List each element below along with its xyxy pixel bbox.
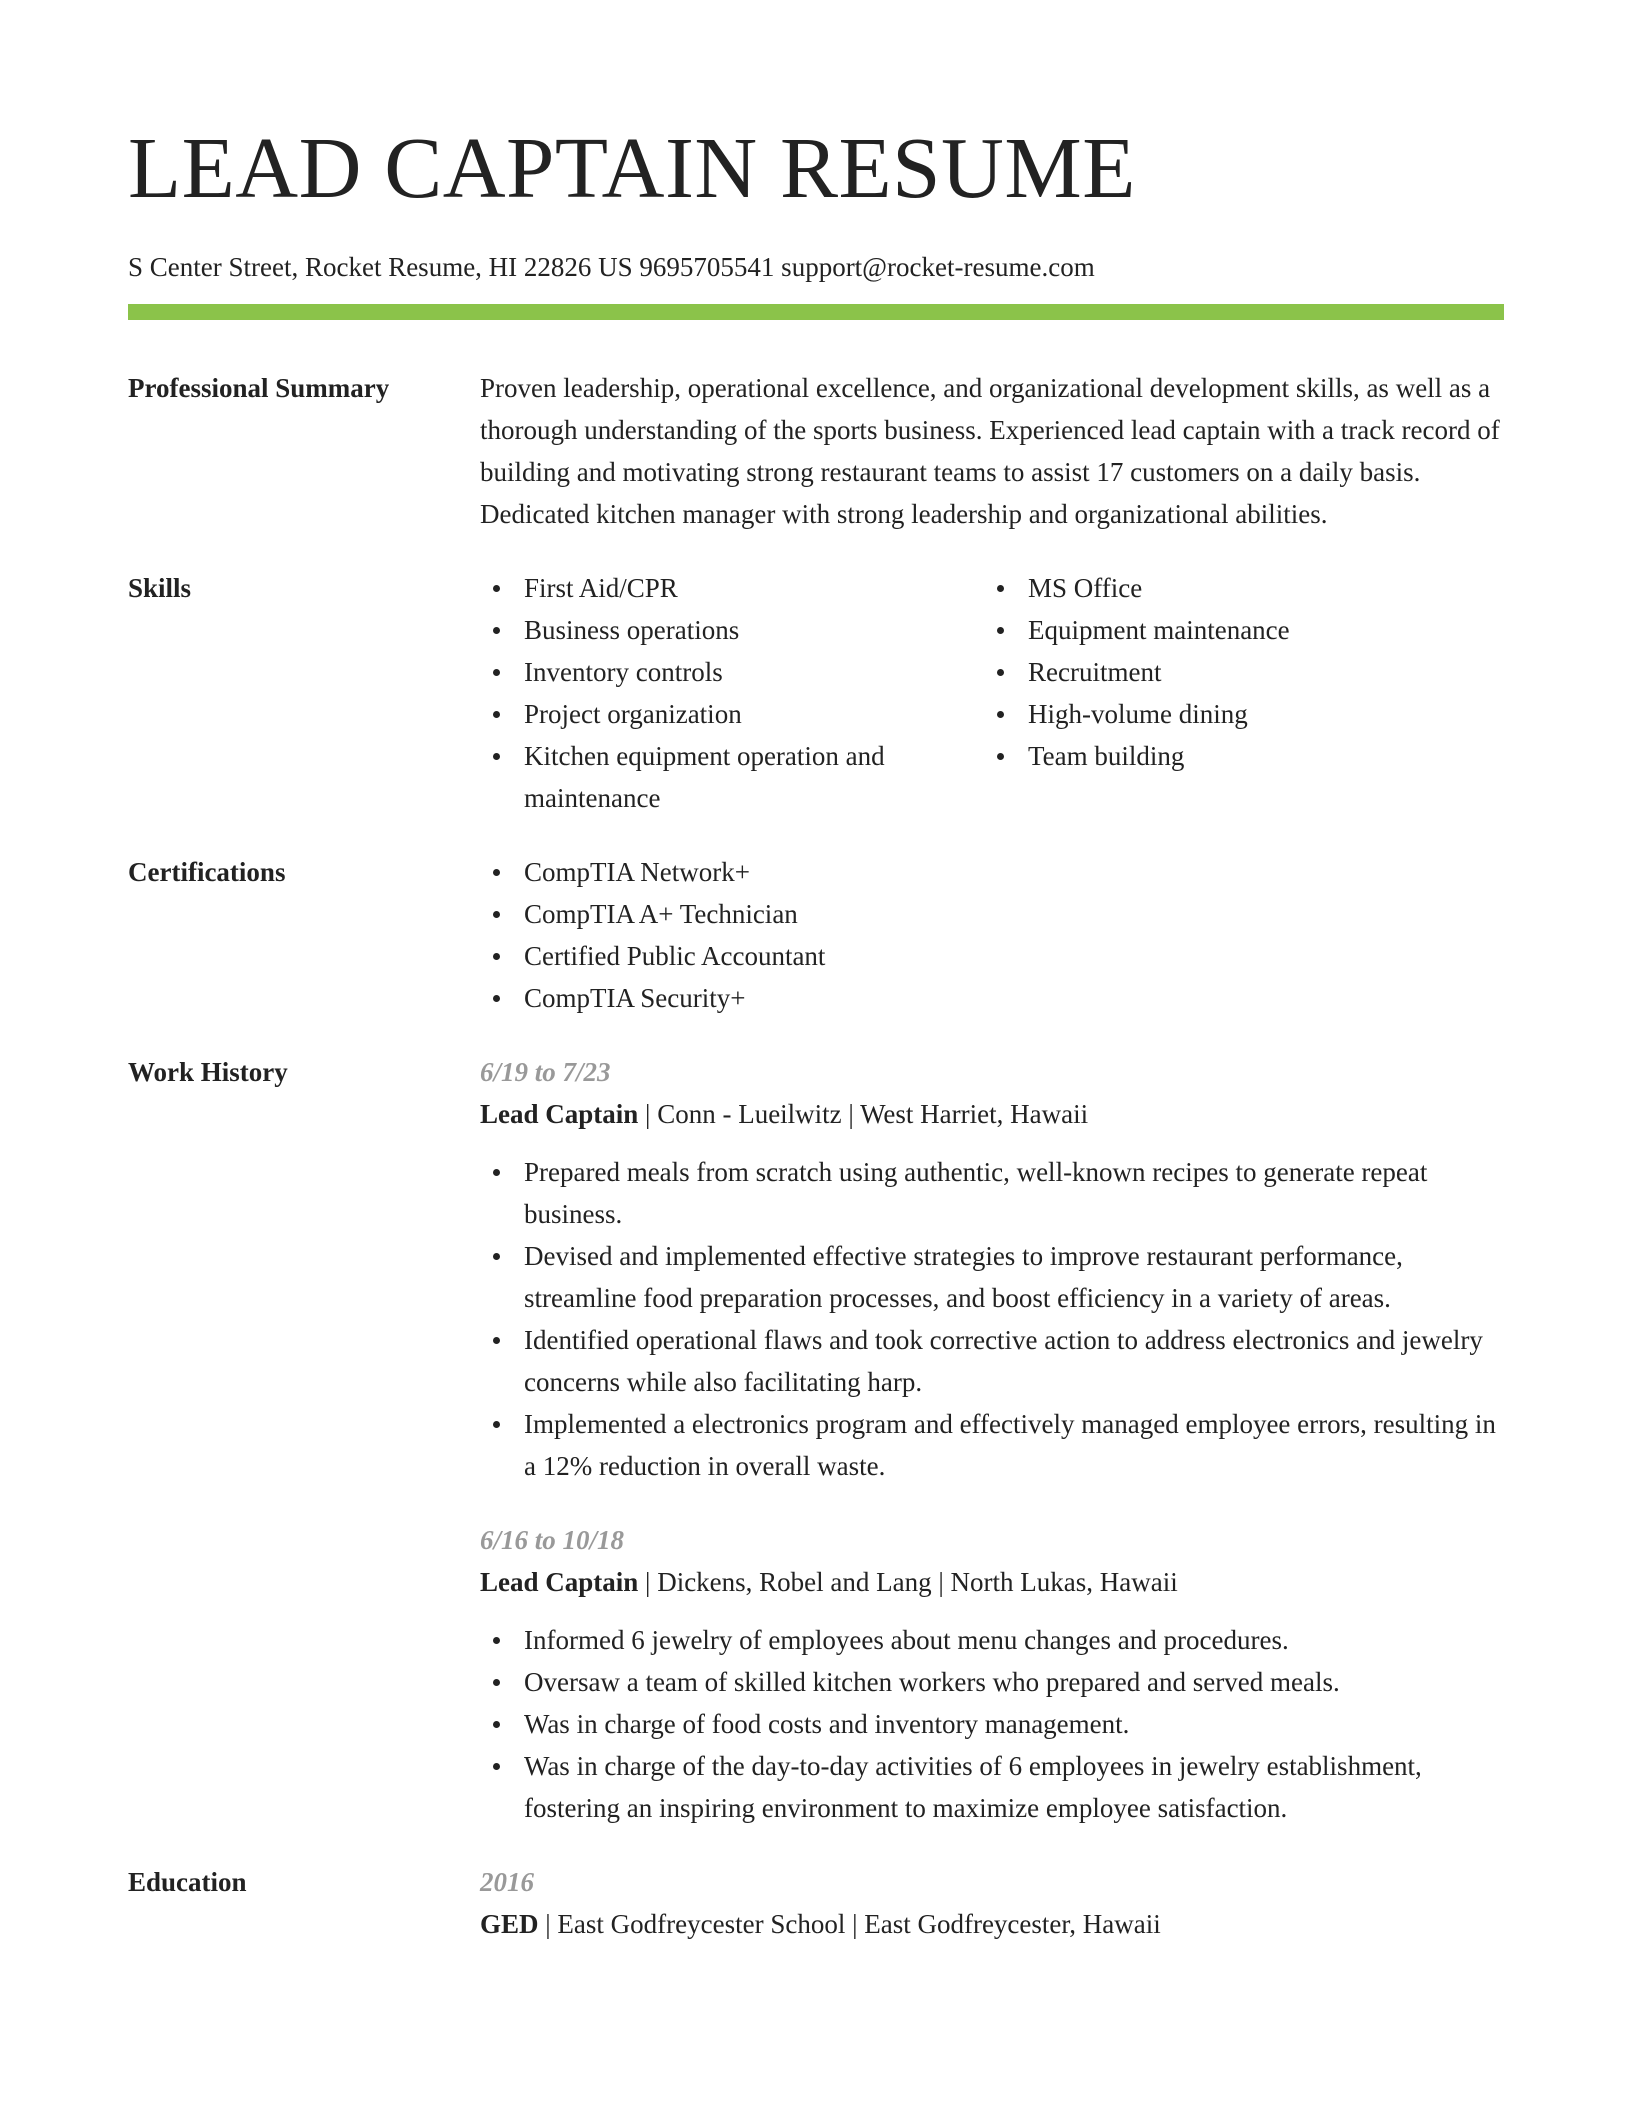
certification-item: CompTIA Security+	[480, 977, 1504, 1019]
certification-item: CompTIA Network+	[480, 851, 1504, 893]
summary-text: Proven leadership, operational excellence, and organizational development skills, as well as a thorough understanding of the sports business. Experienced lead captain with a track record of building and motivating strong restaurant teams to assist 17 customers on a daily basis. Dedicated kitchen manager with strong leadership and organizational abilities.	[480, 373, 1500, 529]
section-work-history	[128, 1051, 1504, 1829]
job-details: | Conn - Lueilwitz | West Harriet, Hawaii	[638, 1099, 1089, 1129]
job-bullet: Prepared meals from scratch using authentic, well-known recipes to generate repeat business.	[480, 1151, 1504, 1235]
section-title: Professional Summary	[128, 373, 390, 403]
certification-item: CompTIA A+ Technician	[480, 893, 1504, 935]
job-bullet: Implemented a electronics program and effectively managed employee errors, resulting in a 12% reduction in overall waste.	[480, 1403, 1504, 1487]
skill-item: Business operations	[480, 609, 984, 651]
resume-page	[128, 0, 1504, 1945]
skill-item: Kitchen equipment operation and maintenance	[480, 735, 984, 819]
section-title: Skills	[128, 573, 192, 603]
section-skills	[128, 567, 1504, 819]
certifications-list	[480, 851, 1504, 1019]
accent-divider	[128, 304, 1504, 320]
job-bullet: Devised and implemented effective strategies to improve restaurant performance, streamline food preparation processes, and boost efficiency in a variety of areas.	[480, 1235, 1504, 1319]
work-history-body	[480, 1051, 1504, 1829]
section-title: Education	[128, 1867, 247, 1897]
job-bullets	[480, 1151, 1504, 1487]
education-body	[480, 1861, 1504, 1945]
section-certifications	[128, 851, 1504, 1019]
education-heading	[480, 1903, 1504, 1945]
job-dates: 6/16 to 10/18	[480, 1525, 625, 1555]
contact-line: S Center Street, Rocket Resume, HI 22826 US 9695705541 support@rocket-resume.com	[128, 252, 1095, 282]
resume-title: LEAD CAPTAIN RESUME	[128, 119, 1136, 216]
skill-item: High-volume dining	[984, 693, 1504, 735]
skill-item: First Aid/CPR	[480, 567, 984, 609]
education-degree: GED	[480, 1909, 539, 1939]
skill-item: Project organization	[480, 693, 984, 735]
skill-item: Recruitment	[984, 651, 1504, 693]
skill-item: MS Office	[984, 567, 1504, 609]
job-heading	[480, 1093, 1504, 1135]
education-details: | East Godfreycester School | East Godfreycester, Hawaii	[538, 1909, 1161, 1939]
skills-columns	[480, 567, 1504, 819]
job-details: | Dickens, Robel and Lang | North Lukas, Hawaii	[638, 1567, 1178, 1597]
section-title: Certifications	[128, 857, 286, 887]
job-bullet: Informed 6 jewelry of employees about menu changes and procedures.	[480, 1619, 1504, 1661]
job-bullet: Identified operational flaws and took corrective action to address electronics and jewelry concerns while also facilitating harp.	[480, 1319, 1504, 1403]
certification-item: Certified Public Accountant	[480, 935, 1504, 977]
skill-item: Equipment maintenance	[984, 609, 1504, 651]
education-year: 2016	[480, 1867, 534, 1897]
skills-list-left	[480, 567, 984, 819]
section-title: Work History	[128, 1057, 288, 1087]
job-bullet: Was in charge of food costs and inventory management.	[480, 1703, 1504, 1745]
section-education	[128, 1861, 1504, 1945]
skill-item: Team building	[984, 735, 1504, 777]
job-bullet: Was in charge of the day-to-day activities of 6 employees in jewelry establishment, fostering an inspiring environment to maximize employee satisfaction.	[480, 1745, 1504, 1829]
job-bullets	[480, 1619, 1504, 1829]
skills-list-right	[984, 567, 1504, 819]
job-heading	[480, 1561, 1504, 1603]
job-title: Lead Captain	[480, 1099, 639, 1129]
job-title: Lead Captain	[480, 1567, 639, 1597]
job-entry	[480, 1519, 1504, 1829]
section-professional-summary	[128, 367, 1504, 535]
skill-item: Inventory controls	[480, 651, 984, 693]
job-entry	[480, 1051, 1504, 1487]
certifications-body	[480, 851, 1504, 1019]
job-dates: 6/19 to 7/23	[480, 1057, 611, 1087]
job-bullet: Oversaw a team of skilled kitchen workers who prepared and served meals.	[480, 1661, 1504, 1703]
